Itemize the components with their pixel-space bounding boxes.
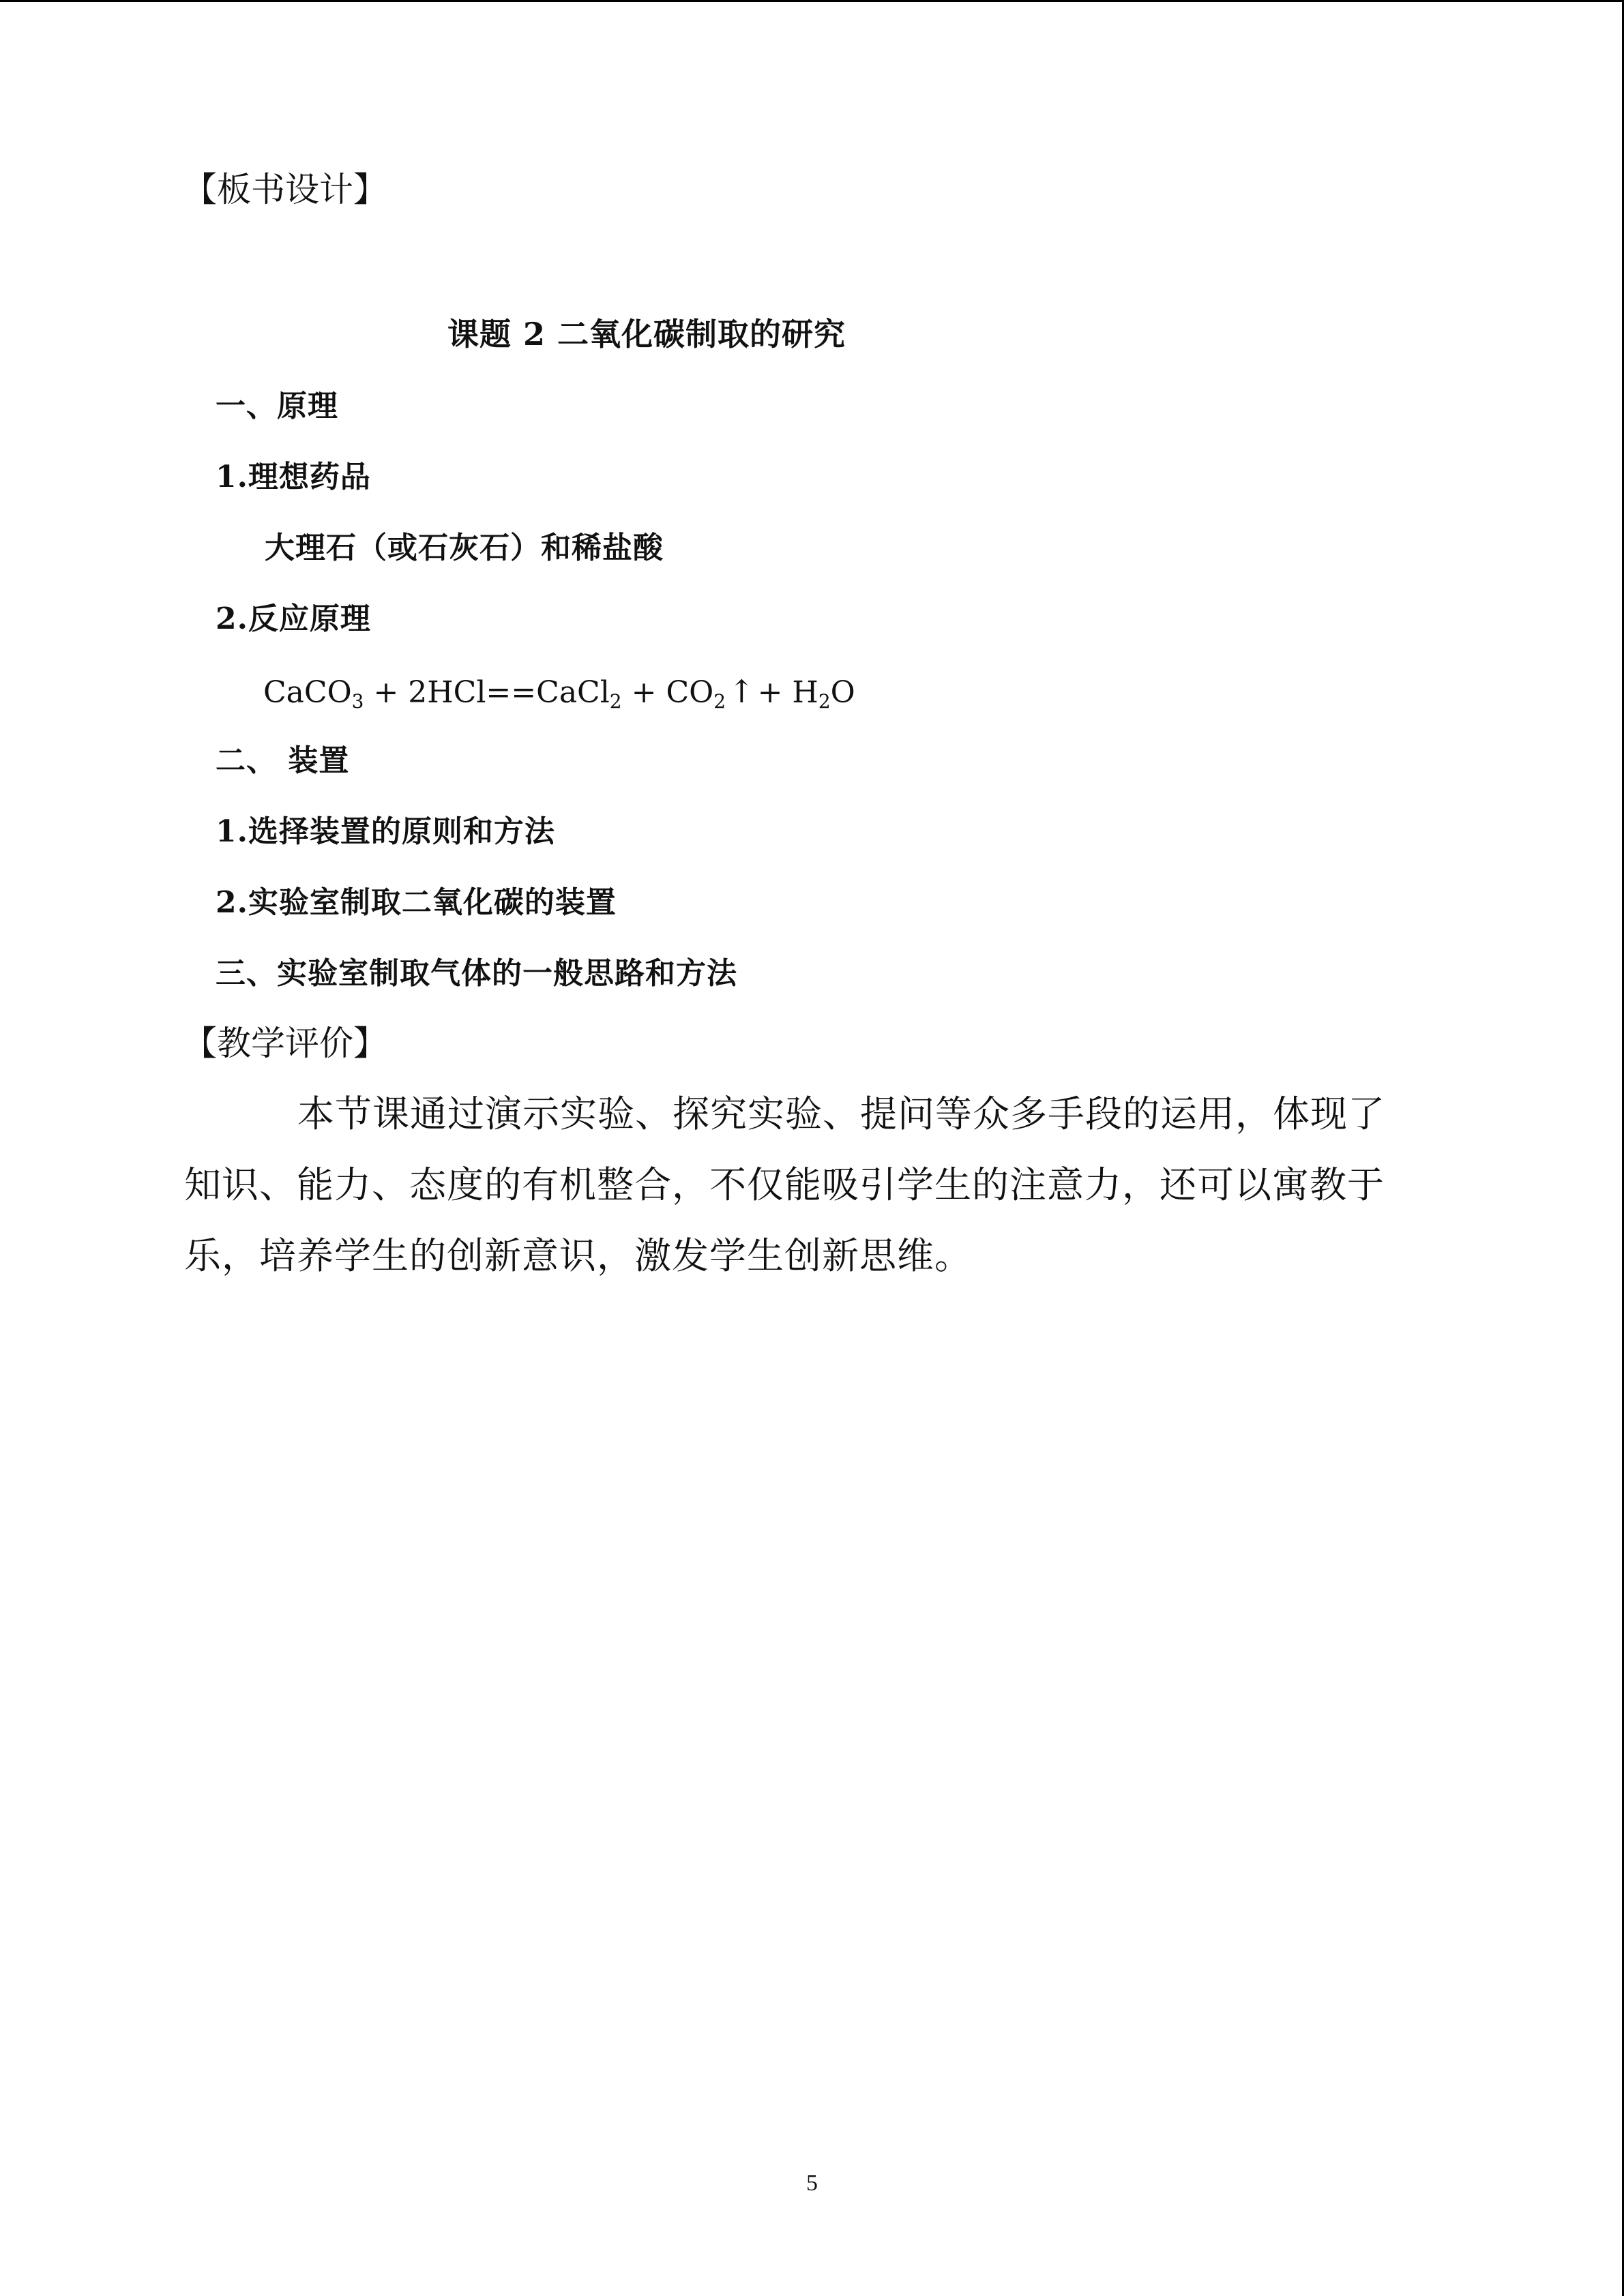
section-principle: 一、原理	[216, 389, 338, 423]
eq-h: + H	[757, 675, 818, 710]
eq-o: O	[830, 675, 855, 710]
item-co2-apparatus: 2.实验室制取二氧化碳的装置	[216, 885, 617, 920]
item-ideal-reagents: 1.理想药品	[216, 460, 371, 494]
teaching-evaluation-heading: 【教学评价】	[183, 1024, 387, 1063]
eq-sub-2a: 2	[609, 690, 622, 713]
chemical-equation	[263, 672, 855, 721]
lesson-title: 课题 2 二氧化碳制取的研究	[447, 316, 846, 353]
gas-arrow-icon: ↑	[728, 673, 755, 710]
evaluation-line-1: 本节课通过演示实验、探究实验、提问等众多手段的运用，体现了	[297, 1092, 1385, 1135]
page-top-border	[0, 0, 1624, 2]
eq-co: + CO	[621, 675, 714, 710]
item-apparatus-principle: 1.选择装置的原则和方法	[216, 814, 555, 849]
board-design-heading: 【板书设计】	[183, 170, 387, 209]
eq-sub-2b: 2	[713, 690, 726, 713]
eq-sub-2c: 2	[818, 690, 831, 713]
evaluation-line-2: 知识、能力、态度的有机整合，不仅能吸引学生的注意力，还可以寓教于	[184, 1163, 1385, 1206]
page-number: 5	[806, 2171, 818, 2196]
ideal-reagents-text: 大理石（或石灰石）和稀盐酸	[265, 531, 664, 565]
evaluation-line-3: 乐，培养学生的创新意识，激发学生创新思维。	[184, 1234, 972, 1277]
section-apparatus: 二、 装置	[216, 743, 350, 778]
eq-hcl-cacl: + 2HCl==CaCl	[364, 675, 610, 710]
section-general-approach: 三、实验室制取气体的一般思路和方法	[216, 956, 737, 991]
eq-caco: CaCO	[263, 675, 352, 710]
item-reaction-principle: 2.反应原理	[216, 601, 371, 636]
eq-sub-3: 3	[351, 690, 364, 713]
